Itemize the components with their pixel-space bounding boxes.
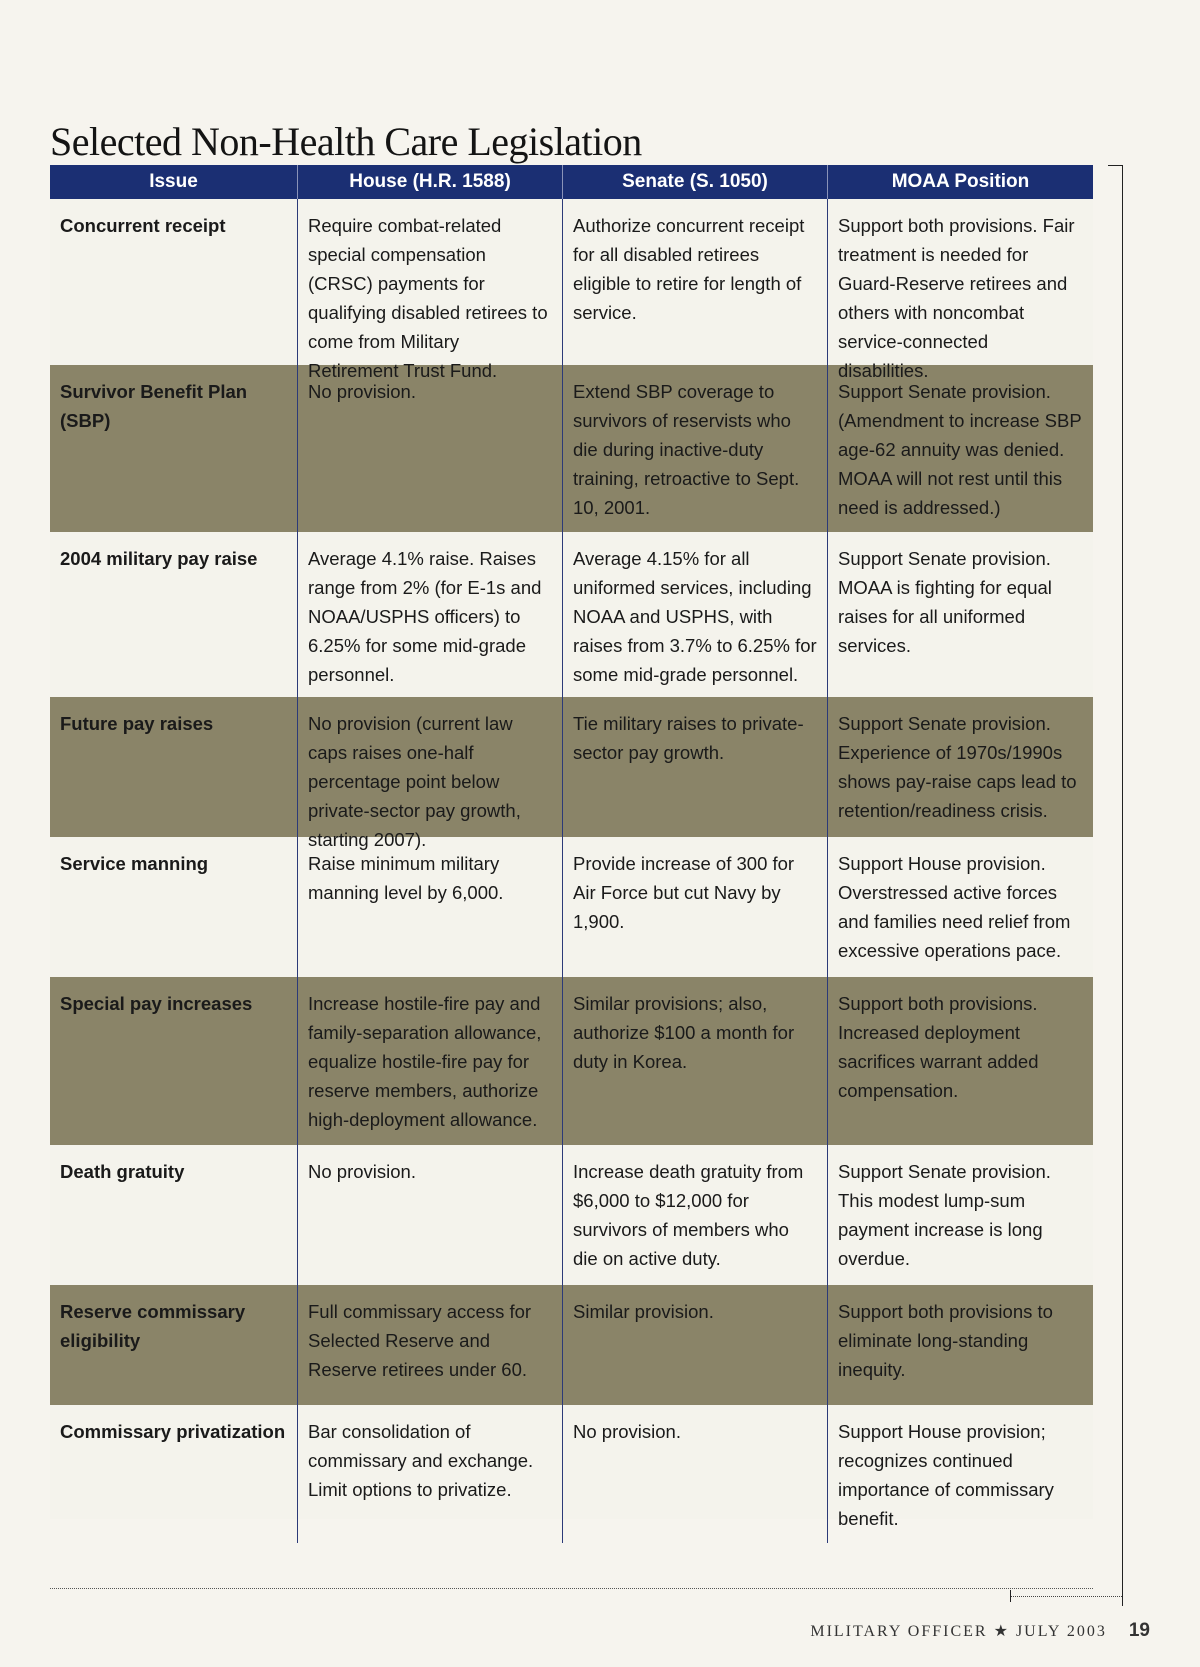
house-cell: Increase hostile-fire pay and family-separation allowance, equalize hostile-fire pay for reserve members, authorize high-deployment allowance. xyxy=(298,977,563,1145)
house-cell: Bar consolidation of commissary and exchange. Limit options to privatize. xyxy=(298,1405,563,1543)
table-row xyxy=(50,1145,1093,1285)
moaa-cell: Support Senate provision. (Amendment to increase SBP age-62 annuity was denied. MOAA will not rest until this need is addressed.) xyxy=(838,381,1082,518)
issue-cell: Death gratuity xyxy=(50,1145,298,1285)
senate-cell: Extend SBP coverage to survivors of reservists who die during inactive-duty training, retroactive to Sept. 10, 2001. xyxy=(563,365,828,532)
senate-cell: No provision. xyxy=(563,1405,828,1543)
page-edge-bracket xyxy=(1108,165,1123,1606)
house-cell: Full commissary access for Selected Reserve and Reserve retirees under 60. xyxy=(298,1285,563,1405)
house-cell: No provision. xyxy=(298,1145,563,1285)
issue-cell: Service manning xyxy=(50,837,298,977)
page-edge-tick xyxy=(1010,1596,1122,1597)
page-title: Selected Non-Health Care Legislation xyxy=(50,119,642,164)
table-row xyxy=(50,532,1093,697)
senate-cell: Increase death gratuity from $6,000 to $12,000 for survivors of members who die on active duty. xyxy=(563,1145,828,1285)
moaa-cell: Support House provision; recognizes continued importance of commissary benefit. xyxy=(838,1421,1054,1529)
table-row xyxy=(50,1405,1093,1529)
moaa-cell: Support Senate provision. Experience of 1970s/1990s shows pay-raise caps lead to retention/readiness crisis. xyxy=(838,713,1077,821)
issue-cell: Concurrent receipt xyxy=(50,199,298,395)
page-footer xyxy=(0,1620,1150,1642)
moaa-cell: Support Senate provision. This modest lump-sum payment increase is long overdue. xyxy=(838,1161,1051,1269)
header-issue: Issue xyxy=(50,165,298,199)
publication-line: MILITARY OFFICER ★ JULY 2003 xyxy=(810,1623,1107,1640)
header-moaa: MOAA Position xyxy=(891,171,1030,192)
moaa-cell: Support both provisions. Fair treatment is needed for Guard-Reserve retirees and others with noncombat service-connected disabilities. xyxy=(838,215,1075,381)
issue-cell: Future pay raises xyxy=(50,697,298,864)
senate-cell: Tie military raises to private-sector pay growth. xyxy=(563,697,828,864)
page-number: 19 xyxy=(1128,1620,1150,1641)
senate-cell: Similar provisions; also, authorize $100 a month for duty in Korea. xyxy=(563,977,828,1145)
house-cell: Average 4.1% raise. Raises range from 2% (for E-1s and NOAA/USPHS officers) to 6.25% for some mid-grade personnel. xyxy=(298,532,563,699)
header-house: House (H.R. 1588) xyxy=(298,165,563,199)
legislation-table xyxy=(50,165,1093,1529)
table-row xyxy=(50,199,1093,381)
moaa-cell: Support both provisions. Increased deployment sacrifices warrant added compensation. xyxy=(838,993,1039,1101)
house-cell: Raise minimum military manning level by 6,000. xyxy=(298,837,563,977)
page-edge-tick-vertical xyxy=(1010,1590,1011,1602)
table-row xyxy=(50,697,1093,850)
issue-cell: Commissary privatization xyxy=(50,1405,298,1543)
table-row xyxy=(50,365,1093,532)
moaa-cell: Support House provision. Overstressed active forces and families need relief from excessive operations pace. xyxy=(838,853,1071,961)
senate-cell: Authorize concurrent receipt for all disabled retirees eligible to retire for length of service. xyxy=(563,199,828,395)
senate-cell: Provide increase of 300 for Air Force but cut Navy by 1,900. xyxy=(563,837,828,977)
house-cell: Require combat-related special compensation (CRSC) payments for qualifying disabled retirees to come from Military Retirement Trust Fund. xyxy=(298,199,563,395)
issue-cell: Reserve commissary eligibility xyxy=(50,1285,298,1405)
issue-cell: 2004 military pay raise xyxy=(50,532,298,699)
senate-cell: Average 4.15% for all uniformed services, including NOAA and USPHS, with raises from 3.7% to 6.25% for some mid-grade personnel. xyxy=(563,532,828,699)
table-header xyxy=(50,165,1093,199)
table-row xyxy=(50,837,1093,977)
moaa-cell: Support both provisions to eliminate long-standing inequity. xyxy=(838,1301,1053,1380)
house-cell: No provision. xyxy=(298,365,563,532)
issue-cell: Special pay increases xyxy=(50,977,298,1145)
table-row xyxy=(50,977,1093,1145)
moaa-cell: Support Senate provision. MOAA is fighting for equal raises for all uniformed services. xyxy=(838,548,1052,656)
house-cell: No provision (current law caps raises one-half percentage point below private-sector pay growth, starting 2007). xyxy=(298,697,563,864)
senate-cell: Similar provision. xyxy=(563,1285,828,1405)
table-row xyxy=(50,1285,1093,1405)
table-bottom-rule xyxy=(50,1588,1093,1589)
header-senate: Senate (S. 1050) xyxy=(563,165,828,199)
issue-cell: Survivor Benefit Plan (SBP) xyxy=(50,365,298,532)
